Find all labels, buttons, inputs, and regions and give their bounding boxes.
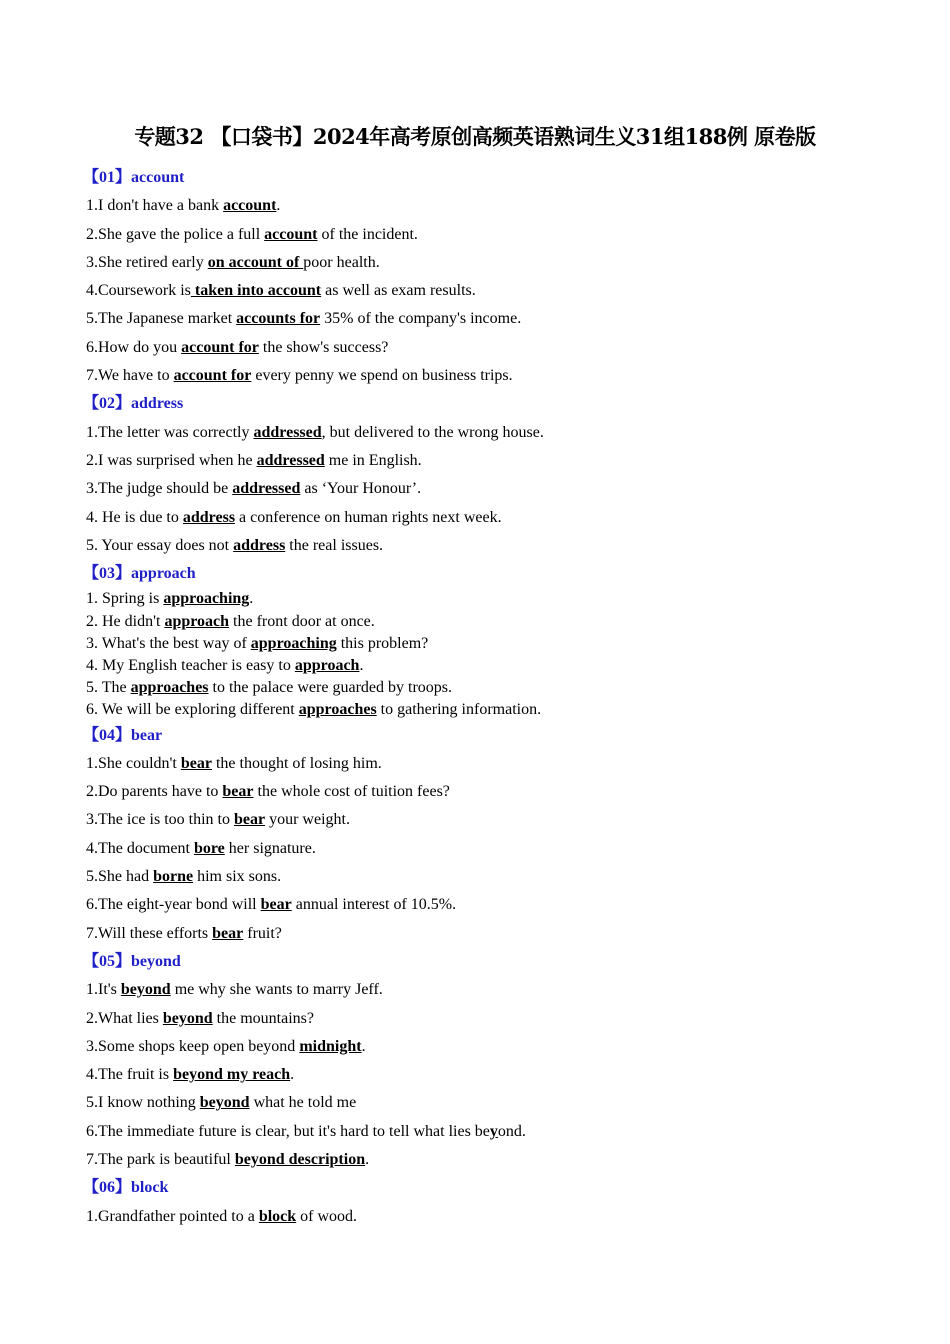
keyword: bear <box>212 924 244 942</box>
document-body <box>83 164 886 1231</box>
sentence-text: the thought of losing him. <box>211 754 382 772</box>
sentence-text: 4. My English teacher is easy to <box>86 657 295 675</box>
section-number: 04 <box>99 726 116 744</box>
example-sentence <box>86 1089 886 1117</box>
keyword: taken into account <box>190 282 322 300</box>
heading-bracket-close: 】 <box>115 169 132 186</box>
sentence-text: . <box>276 197 281 215</box>
section-word: approach <box>131 565 196 583</box>
sentence-text: 2. He didn't <box>86 612 165 630</box>
sentence-text: as ‘Your Honour’. <box>300 480 422 498</box>
sentence-text: 5.The Japanese market <box>86 310 237 328</box>
example-sentence <box>86 249 886 277</box>
sentence-text: annual interest of 10.5%. <box>291 896 457 914</box>
section-word: account <box>131 169 185 186</box>
sentence-text: to gathering information. <box>376 701 542 719</box>
sentence-text: the show's success? <box>258 338 389 356</box>
sentence-text: 1.The letter was correctly <box>86 423 254 441</box>
sentence-text: her signature. <box>224 839 316 857</box>
sentence-text: 5.She had <box>86 868 154 886</box>
keyword: y <box>489 1122 498 1140</box>
keyword: beyond <box>162 1009 213 1027</box>
keyword: beyond <box>120 981 171 999</box>
heading-bracket-open: 【 <box>83 169 100 186</box>
sentence-text: 1.It's <box>86 981 121 999</box>
section-heading-block <box>83 1174 886 1202</box>
example-sentence <box>86 976 886 1004</box>
sentence-text: . <box>249 590 254 608</box>
sentence-text: the front door at once. <box>229 612 375 630</box>
sentence-text: ond. <box>497 1122 526 1140</box>
example-sentence <box>86 1061 886 1089</box>
example-sentence <box>86 655 886 677</box>
sentence-text: . <box>365 1151 370 1169</box>
keyword: account for <box>181 338 259 356</box>
keyword: accounts for <box>236 310 321 328</box>
sentence-text: as well as exam results. <box>321 282 476 300</box>
heading-bracket-open: 【 <box>83 952 100 970</box>
keyword: approach <box>294 657 360 675</box>
example-sentence <box>86 305 886 333</box>
keyword: bear <box>180 754 212 772</box>
sentence-text: fruit? <box>243 924 282 942</box>
keyword: account for <box>173 367 252 385</box>
keyword: beyond my reach <box>173 1066 291 1084</box>
sentence-text: 7.We have to <box>86 367 174 385</box>
sentence-text: 7.Will these efforts <box>86 924 213 942</box>
section-word: block <box>131 1179 169 1197</box>
sentence-text: 2.Do parents have to <box>86 783 223 801</box>
example-sentence <box>86 750 886 778</box>
example-sentence <box>86 1033 886 1061</box>
example-sentence <box>86 1203 886 1231</box>
sentence-text: this problem? <box>336 634 429 652</box>
keyword: address <box>233 536 286 554</box>
sentence-text: 4.The document <box>86 839 194 857</box>
keyword: bear <box>222 783 254 801</box>
example-sentence <box>86 891 886 919</box>
example-sentence <box>86 699 886 721</box>
sentence-text: 4. He is due to <box>86 508 183 526</box>
sentence-text: of the incident. <box>317 225 418 243</box>
keyword: addressed <box>253 423 322 441</box>
section-heading-bear <box>83 722 886 750</box>
heading-bracket-open: 【 <box>83 395 100 413</box>
sentence-text: . <box>290 1066 295 1084</box>
sentence-text: your weight. <box>265 811 350 829</box>
section-heading-beyond <box>83 948 886 976</box>
heading-bracket-close: 】 <box>115 1179 132 1197</box>
keyword: account <box>264 225 318 243</box>
example-sentence <box>86 504 886 532</box>
sentence-text: 1.I don't have a bank <box>86 197 224 215</box>
keyword: beyond description <box>234 1151 366 1169</box>
keyword: address <box>182 508 236 526</box>
keyword: addressed <box>256 451 325 469</box>
sentence-text: 2.I was surprised when he <box>86 451 257 469</box>
sentence-text: . <box>361 1037 366 1055</box>
sentence-text: 3. What's the best way of <box>86 634 251 652</box>
section-heading-address <box>83 390 886 418</box>
heading-bracket-close: 】 <box>115 395 132 413</box>
example-sentence <box>86 778 886 806</box>
sentence-text: 7.The park is beautiful <box>86 1151 235 1169</box>
heading-bracket-open: 【 <box>83 1179 100 1197</box>
example-sentence <box>86 1118 886 1146</box>
section-word: bear <box>131 726 163 744</box>
keyword: approach <box>164 612 230 630</box>
example-sentence <box>86 920 886 948</box>
sentence-text: 2.What lies <box>86 1009 163 1027</box>
keyword: beyond <box>199 1094 250 1112</box>
keyword: addressed <box>232 480 301 498</box>
sentence-text: 5. Your essay does not <box>86 536 234 554</box>
sentence-text: to the palace were guarded by troops. <box>208 679 452 697</box>
heading-bracket-open: 【 <box>83 565 100 583</box>
example-sentence <box>86 277 886 305</box>
keyword: approaches <box>298 701 377 719</box>
sentence-text: the real issues. <box>285 536 384 554</box>
sentence-text: 2.She gave the police a full <box>86 225 265 243</box>
keyword: approaching <box>163 590 250 608</box>
sentence-text: , but delivered to the wrong house. <box>321 423 544 441</box>
heading-bracket-close: 】 <box>115 952 132 970</box>
section-number: 01 <box>99 169 116 186</box>
example-sentence <box>86 221 886 249</box>
section-heading-approach <box>83 560 886 588</box>
example-sentence <box>86 532 886 560</box>
sentence-text: him six sons. <box>193 868 282 886</box>
sentence-text: the whole cost of tuition fees? <box>253 783 450 801</box>
example-sentence <box>86 1146 886 1174</box>
example-sentence <box>86 806 886 834</box>
sentence-text: 1. Spring is <box>86 590 164 608</box>
sentence-text: poor health. <box>303 253 380 271</box>
example-sentence <box>86 447 886 475</box>
sentence-text: 6. We will be exploring different <box>86 701 299 719</box>
section-number: 03 <box>99 565 116 583</box>
sentence-text: 3.Some shops keep open beyond <box>86 1037 300 1055</box>
sentence-text: every penny we spend on business trips. <box>251 367 513 385</box>
keyword: on account of <box>207 253 304 271</box>
section-number: 02 <box>99 395 116 413</box>
sentence-text: 3.The ice is too thin to <box>86 811 234 829</box>
example-sentence <box>86 419 886 447</box>
example-sentence <box>86 362 886 390</box>
sentence-text: me why she wants to marry Jeff. <box>170 981 383 999</box>
keyword: bear <box>233 811 266 829</box>
example-sentence <box>86 475 886 503</box>
sentence-text: 1.She couldn't <box>86 754 181 772</box>
section-word: beyond <box>131 952 181 970</box>
section-heading-account <box>83 164 886 192</box>
sentence-text: 4.The fruit is <box>86 1066 174 1084</box>
section-word: address <box>131 395 184 413</box>
keyword: midnight <box>299 1037 362 1055</box>
example-sentence <box>86 633 886 655</box>
sentence-text: 6.The immediate future is clear, but it's hard to tell what lies be <box>86 1122 490 1140</box>
sentence-text: of wood. <box>296 1207 358 1225</box>
section-number: 06 <box>99 1179 116 1197</box>
sentence-text: 5. The <box>86 679 131 697</box>
sentence-text: what he told me <box>249 1094 357 1112</box>
sentence-text: a conference on human rights next week. <box>235 508 502 526</box>
section-number: 05 <box>99 952 116 970</box>
example-sentence <box>86 611 886 633</box>
keyword: block <box>258 1207 297 1225</box>
example-sentence <box>86 863 886 891</box>
sentence-text: 1.Grandfather pointed to a <box>86 1207 259 1225</box>
example-sentence <box>86 1005 886 1033</box>
example-sentence <box>86 334 886 362</box>
heading-bracket-close: 】 <box>115 565 132 583</box>
sentence-text: 4.Coursework is <box>86 282 191 300</box>
heading-bracket-open: 【 <box>83 726 100 744</box>
sentence-text: . <box>359 657 364 675</box>
sentence-text: 5.I know nothing <box>86 1094 200 1112</box>
keyword: bear <box>260 896 292 914</box>
page-title: 专题32 【口袋书】2024年高考原创高频英语熟词生义31组188例 原卷版 <box>134 124 816 149</box>
sentence-text: me in English. <box>324 451 422 469</box>
keyword: approaches <box>130 679 209 697</box>
heading-bracket-close: 】 <box>115 726 132 744</box>
sentence-text: the mountains? <box>212 1009 314 1027</box>
sentence-text: 3.The judge should be <box>86 480 233 498</box>
keyword: account <box>223 197 277 215</box>
example-sentence <box>86 677 886 699</box>
keyword: bore <box>193 839 225 857</box>
example-sentence <box>86 192 886 220</box>
keyword: borne <box>153 868 194 886</box>
sentence-text: 3.She retired early <box>86 253 208 271</box>
sentence-text: 6.How do you <box>86 338 182 356</box>
sentence-text: 6.The eight-year bond will <box>86 896 261 914</box>
sentence-text: 35% of the company's income. <box>320 310 522 328</box>
keyword: approaching <box>250 634 337 652</box>
example-sentence <box>86 835 886 863</box>
example-sentence <box>86 588 886 610</box>
